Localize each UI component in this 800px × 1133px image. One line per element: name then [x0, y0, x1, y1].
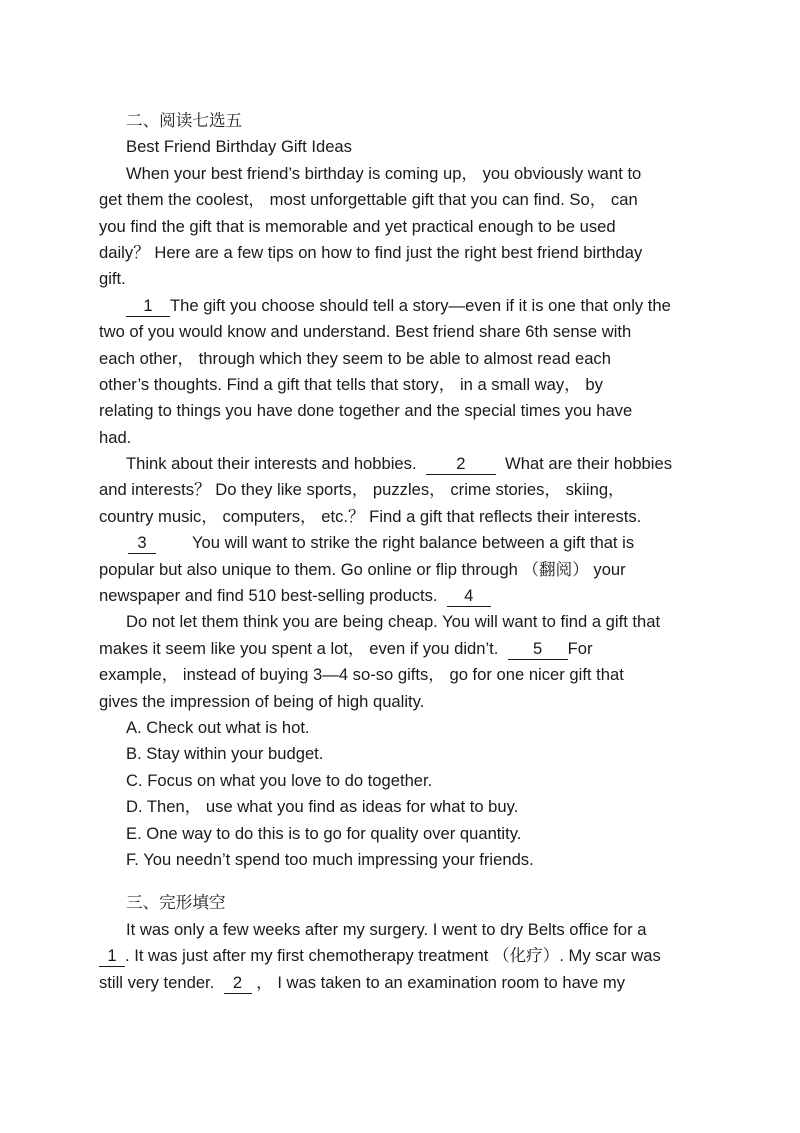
paragraph-line: example， instead of buying 3—4 so-so gifts， go for one nicer gift that [99, 665, 624, 685]
intro-line: When your best friend’s birthday is coming up， you obviously want to [126, 163, 642, 183]
paragraph-line [99, 583, 703, 609]
paragraph-line [99, 451, 703, 477]
paragraph-text: Think about their interests and hobbies. [126, 454, 417, 474]
paragraph-line [99, 530, 703, 556]
section-spacer [99, 873, 703, 890]
section-heading-cloze: 三、完形填空 [126, 893, 226, 913]
paragraph-line [99, 636, 703, 662]
paragraph-line [99, 943, 703, 969]
option-d: D. Then， use what you find as ideas for what to buy. [126, 797, 519, 817]
blank-2: 2 [426, 454, 496, 475]
cloze-blank-2: 2 [224, 973, 252, 994]
option-b: B. Stay within your budget. [126, 744, 324, 764]
paragraph-line: popular but also unique to them. Go online or flip through （翻阅） your [99, 559, 626, 579]
paragraph-line: had. [99, 427, 132, 447]
option-a: A. Check out what is hot. [126, 717, 310, 737]
option-c: C. Focus on what you love to do together. [126, 770, 433, 790]
intro-line: you find the gift that is memorable and yet practical enough to be used [99, 216, 616, 236]
blank-1: 1 [126, 296, 170, 317]
paragraph-line: relating to things you have done together and the special times you have [99, 401, 633, 421]
blank-4: 4 [447, 586, 491, 607]
paragraph-line: each other， through which they seem to be able to almost read each [99, 348, 611, 368]
paragraph-line: gives the impression of being of high quality. [99, 691, 425, 711]
paragraph-line [99, 970, 703, 996]
paragraph-line: and interests？ Do they like sports， puzzles， crime stories， skiing， [99, 480, 625, 500]
blank-3: 3 [128, 533, 156, 554]
paragraph-text: makes it seem like you spent a lot， even if you didn’t. [99, 638, 499, 658]
cloze-blank-1: 1 [99, 946, 125, 967]
document-page [99, 108, 703, 996]
paragraph-line: other’s thoughts. Find a gift that tells that story， in a small way， by [99, 374, 603, 394]
paragraph-text: newspaper and find 510 best-selling products. [99, 586, 438, 606]
option-f: F. You needn’t spend too much impressing your friends. [126, 849, 534, 869]
blank-5: 5 [508, 639, 568, 660]
paragraph-line: Do not let them think you are being cheap. You will want to find a gift that [126, 612, 661, 632]
paragraph-text: . It was just after my first chemotherapy treatment （化疗）. My scar was [125, 946, 661, 966]
paragraph-text: ， I was taken to an examination room to have my [251, 972, 626, 992]
paragraph-line: It was only a few weeks after my surgery. I went to dry Belts office for a [126, 919, 647, 939]
paragraph-line [99, 293, 703, 319]
paragraph-text: The gift you choose should tell a story—even if it is one that only the [170, 295, 671, 315]
option-e: E. One way to do this is to go for quality over quantity. [126, 823, 522, 843]
intro-line: gift. [99, 269, 126, 289]
intro-line: get them the coolest， most unforgettable gift that you can find. So， can [99, 190, 638, 210]
intro-line: daily？ Here are a few tips on how to find just the right best friend birthday [99, 242, 643, 262]
passage-title: Best Friend Birthday Gift Ideas [126, 137, 352, 157]
paragraph-line: two of you would know and understand. Best friend share 6th sense with [99, 322, 632, 342]
paragraph-text: still very tender. [99, 972, 215, 992]
paragraph-text: For [567, 638, 593, 658]
section-heading-reading: 二、阅读七选五 [126, 111, 243, 130]
paragraph-text: What are their hobbies [505, 454, 672, 474]
paragraph-line: country music， computers， etc.？ Find a gift that reflects their interests. [99, 506, 642, 526]
paragraph-text: You will want to strike the right balance between a gift that is [192, 533, 635, 553]
